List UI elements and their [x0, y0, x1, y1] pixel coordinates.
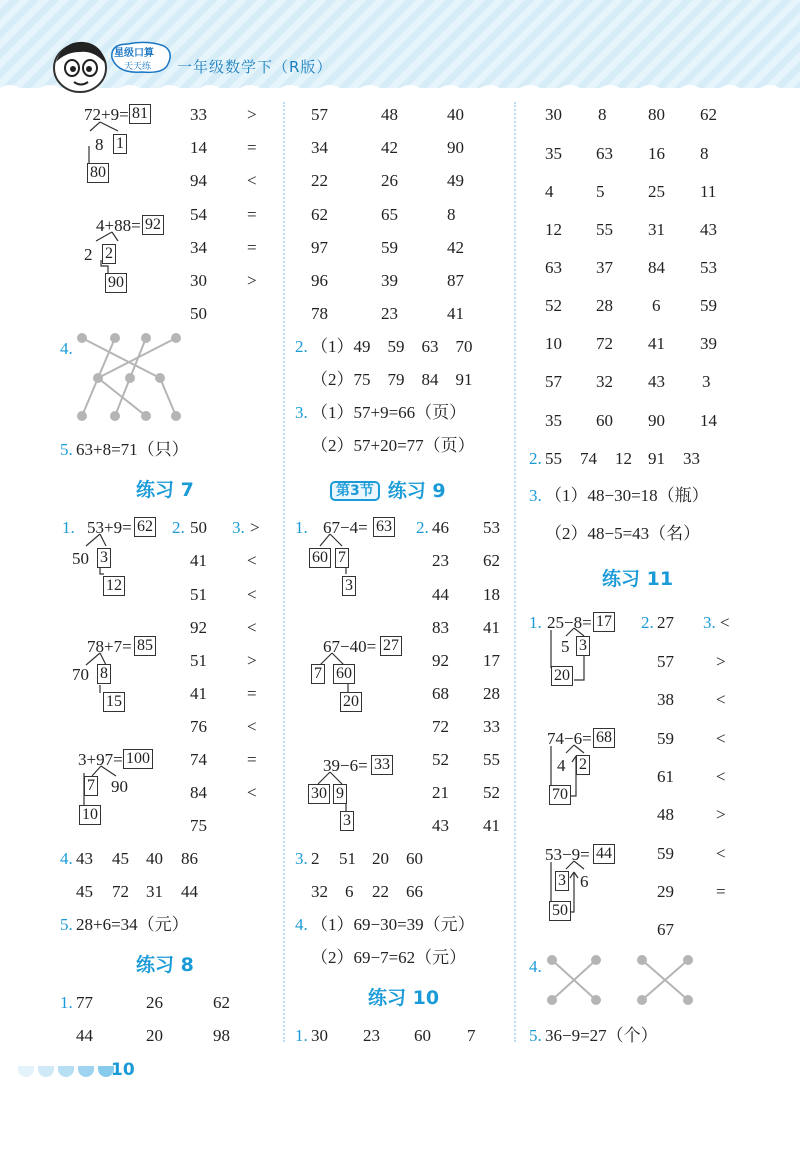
question-number: 4. — [529, 957, 542, 976]
page-number: 10 — [111, 1060, 135, 1080]
answer-number: 72 — [596, 334, 613, 353]
answer-number: 11 — [700, 182, 717, 201]
answer-number: 14 — [190, 138, 207, 157]
answer-box: 68 — [593, 728, 615, 748]
split-box: 20 — [340, 692, 362, 712]
compare-symbol: < — [716, 767, 726, 786]
compare-symbol: > — [247, 271, 257, 290]
answer-number: 6 — [345, 882, 354, 901]
split-box: 7 — [311, 664, 325, 684]
answer-box: 92 — [142, 215, 164, 235]
answer-number: 7 — [467, 1026, 476, 1045]
equation: 72+9= — [84, 105, 129, 124]
answer-number: 26 — [381, 171, 398, 190]
question-number: 1. — [295, 1026, 308, 1045]
section-badge: 第3节 — [330, 481, 380, 501]
split-part: 90 — [111, 777, 128, 796]
answer-number: 32 — [311, 882, 328, 901]
split-box: 9 — [333, 784, 347, 804]
answer-number: 72 — [432, 717, 449, 736]
compare-symbol: < — [247, 783, 257, 802]
compare-symbol: = — [247, 205, 257, 224]
answer-number: 45 — [76, 882, 93, 901]
question-number: 1. — [62, 518, 75, 537]
compare-symbol: = — [247, 684, 257, 703]
compare-symbol: < — [716, 690, 726, 709]
question-number: 4. — [60, 849, 73, 868]
equation: 53+9= — [87, 518, 132, 537]
answer-number: 94 — [190, 171, 207, 190]
answer-number: 44 — [181, 882, 198, 901]
answer-number: 62 — [483, 551, 500, 570]
equation: 78+7= — [87, 637, 132, 656]
answer-number: 50 — [190, 304, 207, 323]
answer-number: 42 — [447, 238, 464, 257]
compare-symbol: < — [716, 729, 726, 748]
equation: 53−9= — [545, 845, 590, 864]
answer-number: 74 — [190, 750, 207, 769]
compare-symbol: < — [716, 844, 726, 863]
answer-number: 78 — [311, 304, 328, 323]
answer-text: （2）57+20=77（页） — [311, 436, 475, 455]
answer-number: 80 — [648, 105, 665, 124]
answer-number: 33 — [483, 717, 500, 736]
answer-number: 14 — [700, 411, 717, 430]
answer-number: 33 — [190, 105, 207, 124]
answer-number: 41 — [190, 551, 207, 570]
answer-number: 55 — [545, 449, 562, 468]
compare-symbol: < — [247, 585, 257, 604]
question-number: 3. — [295, 403, 308, 422]
answer-number: 41 — [483, 816, 500, 835]
answer-number: 51 — [190, 651, 207, 670]
answer-number: 59 — [700, 296, 717, 315]
answer-number: 39 — [700, 334, 717, 353]
answer-text: （2）75 79 84 91 — [311, 370, 473, 389]
split-box: 3 — [342, 576, 356, 596]
answer-number: 8 — [447, 205, 456, 224]
answer-number: 51 — [190, 585, 207, 604]
section-title-text: 练习 9 — [387, 480, 446, 502]
answer-box: 17 — [593, 612, 615, 632]
question-number: 1. — [60, 993, 73, 1012]
answer-number: 52 — [545, 296, 562, 315]
question-number: 1. — [529, 613, 542, 632]
answer-number: 92 — [190, 618, 207, 637]
question-number: 3. — [529, 486, 542, 505]
answer-number: 52 — [483, 783, 500, 802]
split-box: 60 — [309, 548, 331, 568]
answer-number: 98 — [213, 1026, 230, 1045]
mascot-icon — [50, 36, 110, 98]
split-box: 2 — [102, 244, 116, 264]
compare-symbol: = — [716, 882, 726, 901]
split-box: 70 — [549, 785, 571, 805]
answer-number: 41 — [648, 334, 665, 353]
compare-symbol: < — [247, 171, 257, 190]
section-title: 练习 8 — [136, 954, 194, 976]
answer-number: 4 — [545, 182, 554, 201]
question-number: 2. — [172, 518, 185, 537]
split-box: 3 — [97, 548, 111, 568]
question-number: 3. — [295, 849, 308, 868]
answer-number: 57 — [545, 372, 562, 391]
split-box: 7 — [335, 548, 349, 568]
answer-box: 100 — [123, 749, 153, 769]
answer-number: 55 — [483, 750, 500, 769]
split-part: 5 — [561, 637, 570, 656]
answer-number: 27 — [657, 613, 674, 632]
compare-symbol: < — [247, 717, 257, 736]
split-box: 90 — [105, 273, 127, 293]
compare-symbol: > — [716, 652, 726, 671]
answer-number: 83 — [432, 618, 449, 637]
answer-number: 34 — [311, 138, 328, 157]
answer-number: 43 — [76, 849, 93, 868]
answer-text: （1）48−30=18（瓶） — [545, 486, 709, 505]
answer-box: 85 — [134, 636, 156, 656]
answer-number: 97 — [311, 238, 328, 257]
section-title: 练习 10 — [368, 987, 440, 1009]
split-box: 30 — [308, 784, 330, 804]
split-box: 80 — [87, 163, 109, 183]
compare-symbol: = — [247, 138, 257, 157]
answer-number: 6 — [652, 296, 661, 315]
answer-number: 38 — [657, 690, 674, 709]
answer-number: 51 — [339, 849, 356, 868]
footer-decoration — [18, 1062, 118, 1076]
answer-number: 76 — [190, 717, 207, 736]
split-box: 3 — [555, 871, 569, 891]
question-number: 2. — [529, 449, 542, 468]
answer-number: 54 — [190, 205, 207, 224]
answer-number: 43 — [700, 220, 717, 239]
compare-symbol: < — [247, 618, 257, 637]
answer-number: 43 — [432, 816, 449, 835]
question-number: 5. — [60, 915, 73, 934]
answer-number: 44 — [432, 585, 449, 604]
answer-number: 8 — [700, 144, 709, 163]
answer-number: 12 — [615, 449, 632, 468]
answer-number: 90 — [447, 138, 464, 157]
answer-number: 57 — [657, 652, 674, 671]
answer-number: 48 — [381, 105, 398, 124]
answer-box: 27 — [380, 636, 402, 656]
question-number: 1. — [295, 518, 308, 537]
equation: 3+97= — [78, 750, 123, 769]
answer-number: 84 — [190, 783, 207, 802]
answer-number: 62 — [700, 105, 717, 124]
question-number: 5. — [529, 1026, 542, 1045]
compare-symbol: = — [247, 750, 257, 769]
answer-number: 22 — [372, 882, 389, 901]
answer-number: 66 — [406, 882, 423, 901]
split-box: 12 — [103, 576, 125, 596]
answer-number: 72 — [112, 882, 129, 901]
answer-number: 55 — [596, 220, 613, 239]
answer-number: 75 — [190, 816, 207, 835]
answer-number: 16 — [648, 144, 665, 163]
answer-text: （1）69−30=39（元） — [311, 915, 475, 934]
answer-number: 77 — [76, 993, 93, 1012]
answer-number: 60 — [406, 849, 423, 868]
equation: 39−6= — [323, 756, 368, 775]
answer-number: 84 — [648, 258, 665, 277]
equation: 74−6= — [547, 729, 592, 748]
answer-number: 90 — [648, 411, 665, 430]
split-part: 70 — [72, 665, 89, 684]
answer-number: 59 — [381, 238, 398, 257]
header-wave-edge — [0, 82, 800, 96]
answer-text: 36−9=27（个） — [545, 1026, 658, 1045]
answer-number: 65 — [381, 205, 398, 224]
answer-number: 3 — [702, 372, 711, 391]
answer-number: 28 — [483, 684, 500, 703]
split-box: 2 — [576, 755, 590, 775]
answer-number: 63 — [596, 144, 613, 163]
answer-number: 5 — [596, 182, 605, 201]
answer-number: 30 — [190, 271, 207, 290]
split-box: 7 — [84, 776, 98, 796]
question-number: 3. — [703, 613, 716, 632]
answer-box: 63 — [373, 517, 395, 537]
answer-number: 20 — [146, 1026, 163, 1045]
equation: 4+88= — [96, 216, 141, 235]
answer-number: 46 — [432, 518, 449, 537]
answer-number: 53 — [700, 258, 717, 277]
answer-number: 30 — [311, 1026, 328, 1045]
answer-number: 53 — [483, 518, 500, 537]
split-box: 10 — [79, 805, 101, 825]
split-box: 60 — [333, 664, 355, 684]
answer-number: 34 — [190, 238, 207, 257]
answer-number: 35 — [545, 411, 562, 430]
compare-symbol: > — [247, 105, 257, 124]
answer-number: 49 — [447, 171, 464, 190]
answer-number: 21 — [432, 783, 449, 802]
answer-number: 31 — [146, 882, 163, 901]
answer-number: 61 — [657, 767, 674, 786]
answer-box: 44 — [593, 844, 615, 864]
answer-text: （1）57+9=66（页） — [311, 403, 467, 422]
answer-number: 41 — [190, 684, 207, 703]
answer-number: 26 — [146, 993, 163, 1012]
answer-number: 10 — [545, 334, 562, 353]
compare-symbol: < — [247, 551, 257, 570]
question-number: 5. — [60, 440, 73, 459]
split-part: 2 — [84, 245, 93, 264]
answer-number: 23 — [432, 551, 449, 570]
answer-number: 31 — [648, 220, 665, 239]
answer-text: （2）69−7=62（元） — [311, 948, 467, 967]
answer-number: 60 — [596, 411, 613, 430]
answer-number: 40 — [447, 105, 464, 124]
split-box: 50 — [549, 901, 571, 921]
question-number: 3. — [232, 518, 245, 537]
answer-number: 52 — [432, 750, 449, 769]
answer-number: 39 — [381, 271, 398, 290]
book-title: 一年级数学下（R版） — [177, 58, 333, 76]
compare-symbol: > — [716, 805, 726, 824]
answer-number: 30 — [545, 105, 562, 124]
answer-number: 67 — [657, 920, 674, 939]
split-box: 3 — [576, 636, 590, 656]
split-part: 6 — [580, 872, 589, 891]
answer-number: 87 — [447, 271, 464, 290]
answer-box: 81 — [129, 104, 151, 124]
compare-symbol: < — [720, 613, 730, 632]
answer-number: 28 — [596, 296, 613, 315]
answer-number: 96 — [311, 271, 328, 290]
answer-number: 22 — [311, 171, 328, 190]
answer-number: 45 — [112, 849, 129, 868]
section-title: 练习 7 — [136, 479, 194, 501]
equation: 67−40= — [323, 637, 377, 656]
answer-number: 23 — [381, 304, 398, 323]
question-number: 2. — [295, 337, 308, 356]
answer-text: 63+8=71（只） — [76, 440, 189, 459]
answer-number: 37 — [596, 258, 613, 277]
answer-number: 63 — [545, 258, 562, 277]
answer-box: 33 — [371, 755, 393, 775]
compare-symbol: = — [247, 238, 257, 257]
answer-number: 57 — [311, 105, 328, 124]
answer-number: 42 — [381, 138, 398, 157]
answer-number: 43 — [648, 372, 665, 391]
split-part: 50 — [72, 549, 89, 568]
answer-text: 28+6=34（元） — [76, 915, 189, 934]
split-box: 1 — [113, 134, 127, 154]
answer-number: 62 — [213, 993, 230, 1012]
split-box: 20 — [551, 666, 573, 686]
answer-number: 41 — [483, 618, 500, 637]
answer-number: 91 — [648, 449, 665, 468]
answer-number: 12 — [545, 220, 562, 239]
equation: 25−8= — [547, 613, 592, 632]
answer-number: 62 — [311, 205, 328, 224]
answer-number: 29 — [657, 882, 674, 901]
answer-number: 35 — [545, 144, 562, 163]
section-title: 练习 11 — [602, 568, 674, 590]
answer-number: 59 — [657, 729, 674, 748]
split-box: 15 — [103, 692, 125, 712]
matching-diagram — [0, 0, 1, 1]
answer-number: 8 — [598, 105, 607, 124]
column-divider — [514, 102, 516, 1042]
answer-text: （1）49 59 63 70 — [311, 337, 473, 356]
answer-number: 23 — [363, 1026, 380, 1045]
answer-number: 74 — [580, 449, 597, 468]
answer-text: （2）48−5=43（名） — [545, 524, 701, 543]
compare-symbol: > — [247, 651, 257, 670]
answer-number: 17 — [483, 651, 500, 670]
split-box: 3 — [340, 811, 354, 831]
section-title — [330, 481, 446, 501]
answer-number: 92 — [432, 651, 449, 670]
answer-number: 41 — [447, 304, 464, 323]
answer-number: 60 — [414, 1026, 431, 1045]
split-part: 8 — [95, 135, 104, 154]
answer-number: 2 — [311, 849, 320, 868]
split-box: 8 — [97, 664, 111, 684]
answer-number: 33 — [683, 449, 700, 468]
answer-box: 62 — [134, 517, 156, 537]
answer-number: 59 — [657, 844, 674, 863]
question-number: 2. — [641, 613, 654, 632]
answer-number: 32 — [596, 372, 613, 391]
series-logo: 星级口算 天天练 — [108, 40, 174, 76]
question-number: 2. — [416, 518, 429, 537]
answer-number: 20 — [372, 849, 389, 868]
answer-number: 44 — [76, 1026, 93, 1045]
answer-number: 25 — [648, 182, 665, 201]
compare-symbol: > — [250, 518, 260, 537]
answer-number: 86 — [181, 849, 198, 868]
answer-number: 68 — [432, 684, 449, 703]
question-number: 4. — [295, 915, 308, 934]
question-number: 4. — [60, 339, 73, 358]
answer-number: 48 — [657, 805, 674, 824]
answer-number: 40 — [146, 849, 163, 868]
answer-number: 50 — [190, 518, 207, 537]
equation: 67−4= — [323, 518, 368, 537]
split-part: 4 — [557, 756, 566, 775]
column-divider — [283, 102, 285, 1042]
answer-number: 18 — [483, 585, 500, 604]
